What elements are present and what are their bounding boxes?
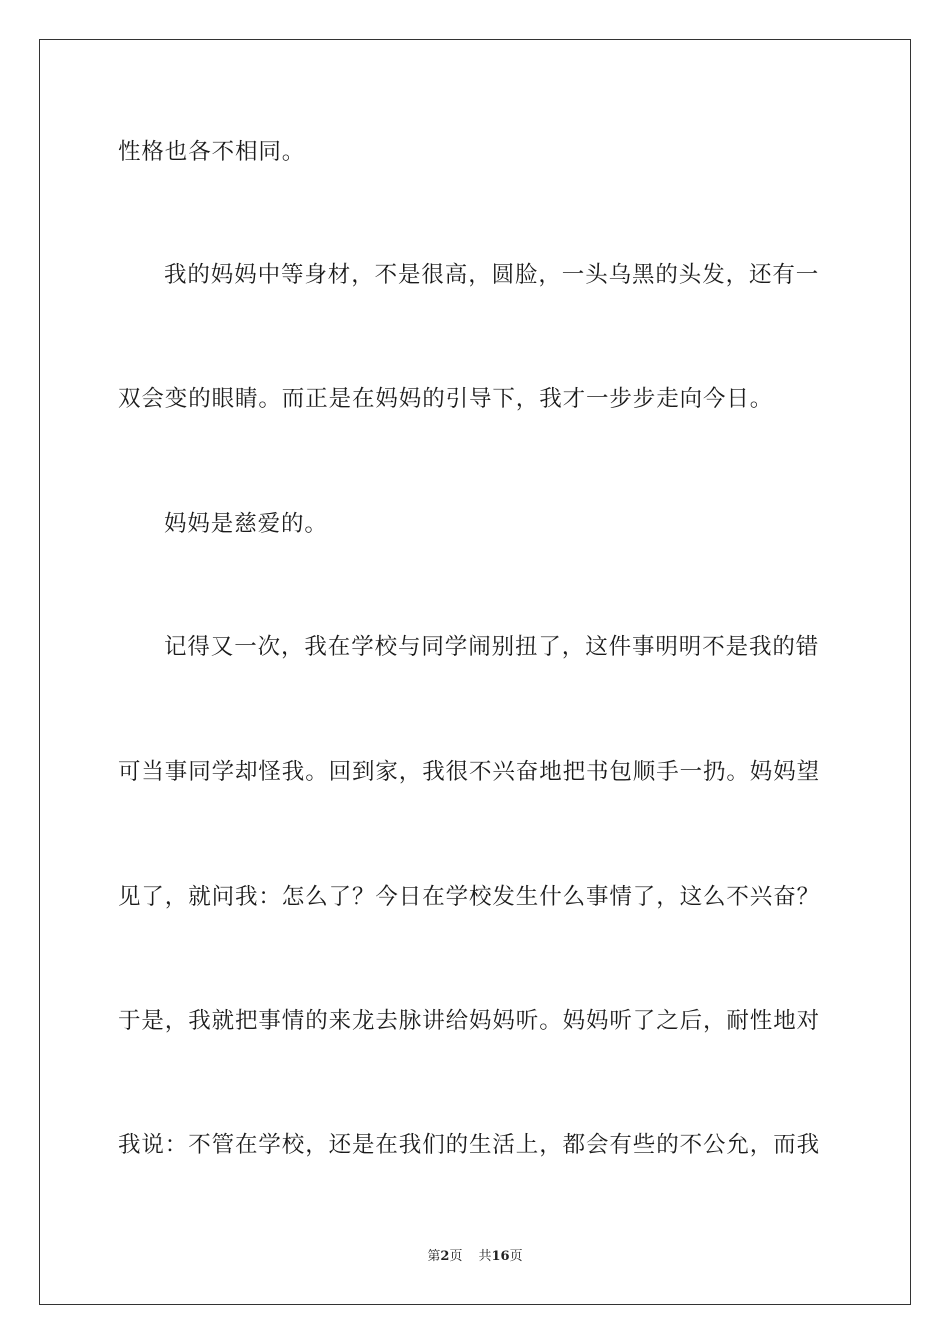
page-prefix: 第: [427, 1249, 441, 1264]
text-line: 见了，就问我：怎么了？今日在学校发生什么事情了，这么不兴奋？: [118, 884, 821, 910]
paragraph-line: 妈妈是慈爱的。: [164, 511, 328, 537]
total-suffix: 页: [509, 1249, 523, 1264]
text-line: 性格也各不相同。: [118, 139, 306, 165]
text-line: 我说：不管在学校，还是在我们的生活上，都会有些的不公允，而我: [118, 1132, 821, 1158]
total-prefix: 共: [478, 1249, 492, 1264]
page-footer: [0, 1248, 950, 1266]
text-line: 可当事同学却怪我。回到家，我很不兴奋地把书包顺手一扔。妈妈望: [118, 759, 821, 785]
page-border: [39, 39, 911, 1305]
paragraph-line: 记得又一次，我在学校与同学闹别扭了，这件事明明不是我的错: [164, 634, 820, 660]
text-line: 于是，我就把事情的来龙去脉讲给妈妈听。妈妈听了之后，耐性地对: [118, 1008, 821, 1034]
text-line: 双会变的眼睛。而正是在妈妈的引导下，我才一步步走向今日。: [118, 386, 774, 412]
total-pages: 16: [491, 1249, 510, 1264]
paragraph-line: 我的妈妈中等身材，不是很高，圆脸，一头乌黑的头发，还有一: [164, 262, 820, 288]
page-number: 2: [440, 1249, 450, 1264]
page-suffix: 页: [449, 1249, 463, 1264]
